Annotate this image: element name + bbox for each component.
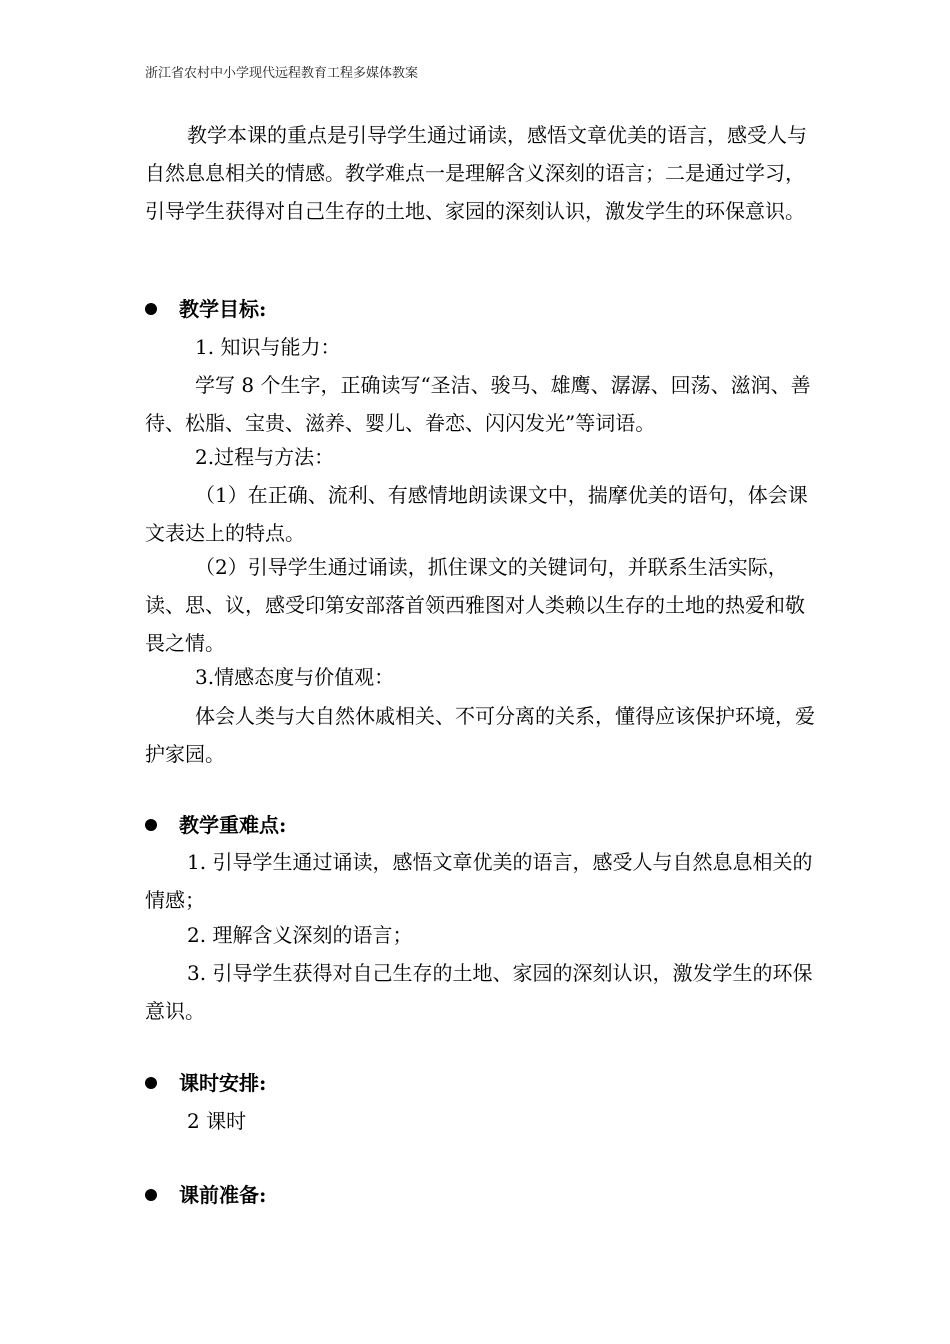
schedule-heading [145,1064,266,1102]
key-point-item-3: 3. 引导学生获得对自己生存的土地、家园的深刻认识，激发学生的环保意识。 [145,961,813,1023]
page-header: 浙江省农村中小学现代远程教育工程多媒体教案 [145,66,419,81]
intro-paragraph: 教学本课的重点是引导学生通过诵读，感悟文章优美的语言，感受人与自然息息相关的情感。教学难点一是理解含义深刻的语言；二是通过学习，引导学生获得对自己生存的土地、家园的深刻认识，激发学生的环保意识。 [145,123,807,223]
goals-heading-label: 教学目标: [179,297,267,321]
bullet-icon [145,1189,157,1201]
schedule-value: 2 课时 [187,1109,247,1133]
schedule-heading-label: 课时安排: [179,1071,267,1095]
preparation-heading-label: 课前准备: [179,1183,267,1207]
key-points-heading-label: 教学重难点: [179,813,287,837]
bullet-icon [145,819,157,831]
process-title: 2.过程与方法： [195,445,335,469]
bullet-icon [145,303,157,315]
knowledge-title: 1. 知识与能力： [195,335,341,359]
preparation-heading [145,1176,266,1214]
key-point-item-2: 2. 理解含义深刻的语言； [187,923,413,947]
emotion-text: 体会人类与大自然休戚相关、不可分离的关系，懂得应该保护环境，爱护家园。 [145,704,815,766]
emotion-title: 3.情感态度与价值观： [195,665,395,689]
key-points-heading [145,806,286,844]
process-item-1: （1）在正确、流利、有感情地朗读课文中，揣摩优美的语句，体会课文表达上的特点。 [145,483,808,545]
bullet-icon [145,1077,157,1089]
key-point-item-1: 1. 引导学生通过诵读，感悟文章优美的语言，感受人与自然息息相关的情感； [145,850,813,912]
goals-heading [145,290,266,328]
knowledge-text: 学写 8 个生字，正确读写“圣洁、骏马、雄鹰、潺潺、回荡、滋润、善待、松脂、宝贵、滋养、婴儿、眷恋、闪闪发光”等词语。 [145,373,811,435]
process-item-2: （2）引导学生通过诵读，抓住课文的关键词句，并联系生活实际，读、思、议，感受印第安部落首领西雅图对人类赖以生存的土地的热爱和敬畏之情。 [145,555,805,655]
